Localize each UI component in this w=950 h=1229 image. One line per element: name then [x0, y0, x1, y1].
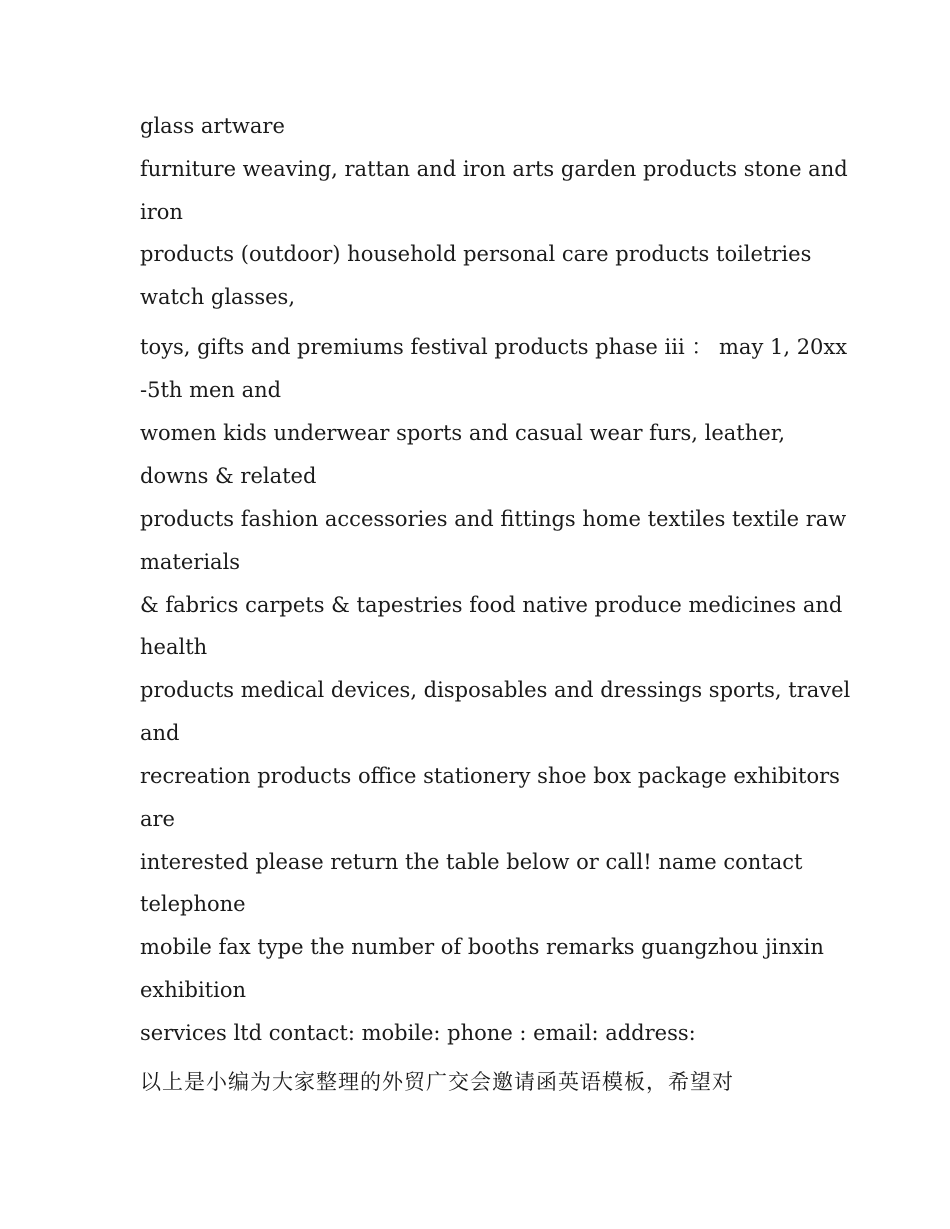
text-line: interested please return the table below or call! name contact: [140, 850, 803, 874]
text-line: furniture weaving, rattan and iron arts garden products stone and: [140, 157, 848, 181]
text-line: iron: [140, 200, 183, 224]
text-line: mobile fax type the number of booths remarks guangzhou jinxin: [140, 935, 824, 959]
text-line: watch glasses,: [140, 285, 296, 309]
text-line: glass artware: [140, 114, 285, 138]
text-line-chinese: 以上是小编为大家整理的外贸广交会邀请函英语模板，希望对: [140, 1070, 734, 1094]
text-line: women kids underwear sports and casual wear furs, leather,: [140, 421, 786, 445]
text-line: and: [140, 721, 180, 745]
text-line: toys, gifts and premiums festival products phase iii ： may 1, 20xx: [140, 335, 848, 359]
text-line: products (outdoor) household personal care products toiletries: [140, 242, 812, 266]
text-line: health: [140, 635, 208, 659]
text-line: & fabrics carpets & tapestries food native produce medicines and: [140, 593, 843, 617]
text-line: are: [140, 807, 175, 831]
text-line: -5th men and: [140, 378, 282, 402]
text-line: materials: [140, 550, 241, 574]
text-line: exhibition: [140, 978, 246, 1002]
text-line: recreation products office stationery shoe box package exhibitors: [140, 764, 840, 788]
text-line: telephone: [140, 892, 246, 916]
text-line: products medical devices, disposables and dressings sports, travel: [140, 678, 851, 702]
text-line: services ltd contact: mobile: phone : email: address:: [140, 1021, 696, 1045]
text-line: downs & related: [140, 464, 317, 488]
text-line: products fashion accessories and fittings home textiles textile raw: [140, 507, 847, 531]
